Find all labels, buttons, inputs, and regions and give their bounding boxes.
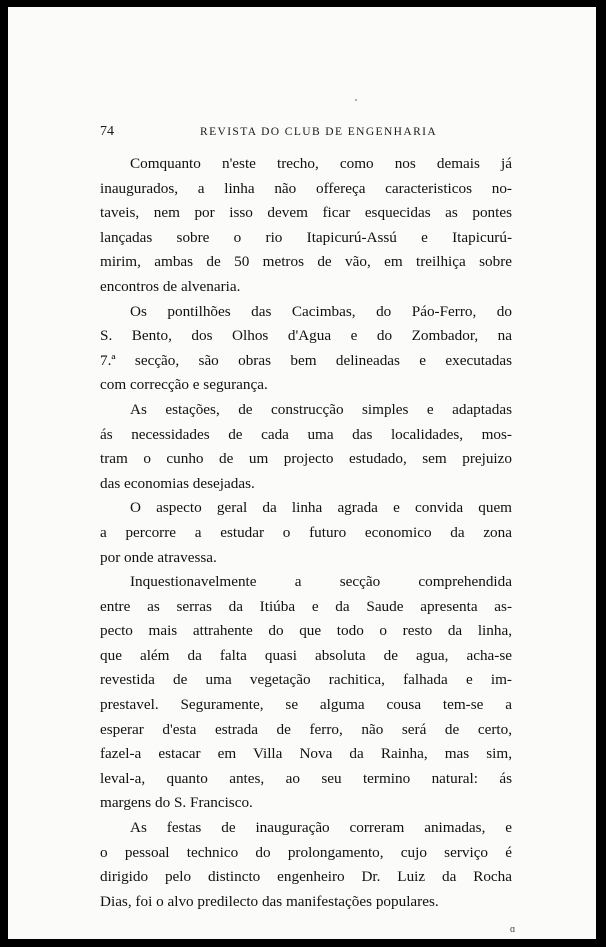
scan-speck (355, 99, 357, 101)
text-line: entre as serras da Itiúba e da Saude apresenta as- (100, 597, 512, 615)
text-line: Dias, foi o alvo predilecto das manifestações populares. (100, 892, 439, 910)
footer-mark: ɑ (510, 924, 516, 935)
text-line: mirim, ambas de 50 metros de vão, em treilhiça sobre (100, 253, 512, 271)
text-line: das economias desejadas. (100, 474, 255, 492)
scanned-page (8, 7, 596, 939)
text-line: margens do S. Francisco. (100, 794, 253, 812)
text-line: o pessoal technico do prolongamento, cujo serviço é (100, 843, 512, 861)
text-line: As festas de inauguração correram animadas, e (130, 819, 512, 837)
text-line: encontros de alvenaria. (100, 277, 241, 295)
text-line: dirigido pelo distincto engenheiro Dr. Luiz da Rocha (100, 868, 512, 886)
text-line: O aspecto geral da linha agrada e convida quem (130, 499, 512, 517)
text-line: Comquanto n'este trecho, como nos demais já (130, 155, 512, 172)
text-line: Inquestionavelmente a secção comprehendida (130, 573, 512, 591)
text-line: que além da falta quasi absoluta de agua, acha-se (100, 646, 512, 664)
page-number: 74 (100, 124, 114, 139)
text-line: revestida de uma vegetação rachitica, falhada e im- (100, 671, 512, 689)
text-line: prestavel. Seguramente, se alguma cousa tem-se a (100, 696, 512, 714)
text-line: esperar d'esta estrada de ferro, não será de certo, (100, 720, 512, 738)
text-line: fazel-a estacar em Villa Nova da Rainha, mas sim, (100, 745, 512, 763)
text-line: leval-a, quanto antes, ao seu termino natural: ás (100, 769, 512, 787)
text-line: S. Bento, dos Olhos d'Agua e do Zombador, na (100, 327, 512, 345)
text-line: inaugurados, a linha não offereça caracteristicos no- (100, 179, 512, 197)
text-line: pecto mais attrahente do que todo o resto da linha, (100, 622, 512, 640)
text-line: 7.ª secção, são obras bem delineadas e executadas (100, 351, 512, 369)
text-line: a percorre a estudar o futuro economico da zona (100, 523, 512, 541)
text-line: tram o cunho de um projecto estudado, sem prejuizo (100, 450, 512, 468)
running-head: REVISTA DO CLUB DE ENGENHARIA (200, 126, 438, 138)
text-line: por onde atravessa. (100, 548, 217, 566)
text-line: taveis, nem por isso devem ficar esquecidas as pontes (100, 204, 512, 222)
body-text (100, 152, 512, 914)
text-line: Os pontilhões das Cacimbas, do Páo-Ferro, do (130, 302, 512, 320)
page-header (100, 124, 524, 144)
text-line: ás necessidades de cada uma das localidades, mos- (100, 425, 512, 443)
text-line: As estações, de construcção simples e adaptadas (130, 400, 512, 418)
text-line: lançadas sobre o rio Itapicurú-Assú e Itapicurú- (100, 228, 512, 246)
text-line: com correcção e segurança. (100, 376, 268, 394)
